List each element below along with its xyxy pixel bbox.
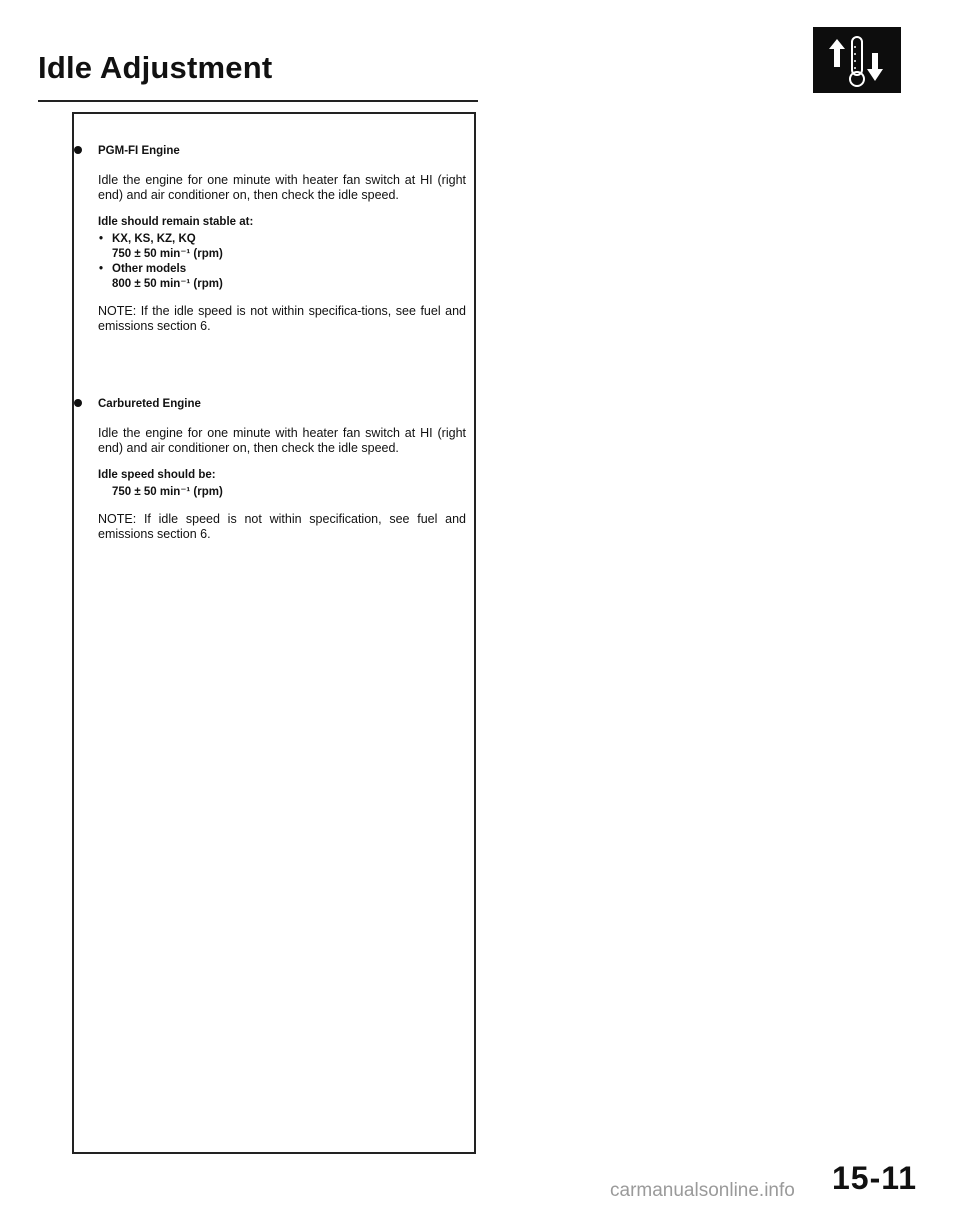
section-pgm-fi (98, 144, 466, 334)
spec-value: 750 ± 50 min⁻¹ (rpm) (112, 248, 223, 260)
spec-list (98, 232, 466, 292)
spec-model: Other models (112, 263, 187, 275)
section-heading-text: PGM-FI Engine (98, 145, 180, 157)
thermometer-arrows-icon (813, 27, 901, 93)
spec-item (98, 232, 466, 262)
spec-model: KX, KS, KZ, KQ (112, 233, 196, 245)
page-number: 15-11 (832, 1160, 918, 1196)
bullet-icon (74, 146, 82, 154)
sub-bullet-icon: • (99, 263, 104, 275)
instruction-paragraph: Idle the engine for one minute with heater fan switch at HI (right end) and air conditioner on, then check the idle speed. (98, 173, 466, 202)
title-divider (38, 100, 478, 102)
bullet-icon (74, 399, 82, 407)
watermark: carmanualsonline.info (610, 1180, 795, 1201)
content-panel (72, 112, 476, 1154)
spec-item (98, 262, 466, 292)
section-carbureted (98, 397, 466, 542)
instruction-paragraph: Idle the engine for one minute with heater fan switch at HI (right end) and air conditioner on, then check the idle speed. (98, 426, 466, 455)
page-title: Idle Adjustment (38, 50, 273, 85)
section-heading (98, 144, 466, 159)
spec-value: 750 ± 50 min⁻¹ (rpm) (112, 486, 223, 498)
note-text: NOTE: If idle speed is not within specification, see fuel and emissions section 6. (98, 512, 466, 541)
spec-value: 800 ± 50 min⁻¹ (rpm) (112, 278, 223, 290)
section-heading (98, 397, 466, 412)
note-text: NOTE: If the idle speed is not within specifica-tions, see fuel and emissions section 6. (98, 304, 466, 333)
section-heading-text: Carbureted Engine (98, 398, 201, 410)
sub-bullet-icon: • (99, 233, 104, 245)
spec-heading: Idle speed should be: (98, 469, 216, 481)
spec-heading: Idle should remain stable at: (98, 216, 254, 228)
